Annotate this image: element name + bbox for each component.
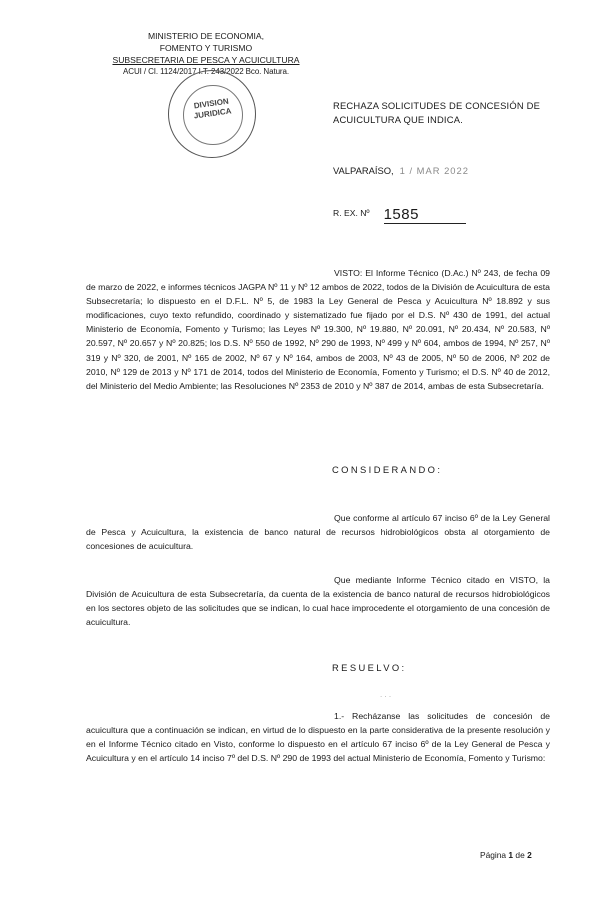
- resuelvo-1-text: 1.- Recházanse las solicitudes de concesión de acuicultura que a continuación se indican, en virtud de lo dispuesto en la parte considerativa de la presente resolución y en el Informe Técnico citado en Visto, conforme lo dispuesto en el artículo 67 inciso 6º de la Ley General de Pesca y Acuicultura y en el artículo 14 inciso 7º del D.S. Nº 290 de 1993 del actual Ministerio de Economía, Fomento y Turismo:: [86, 711, 550, 764]
- resuelvo-heading: RESUELVO:: [332, 662, 407, 673]
- reference-line: ACUI / CI. 1124/2017 I.T. 243/2022 Bco. Natura.: [123, 67, 289, 76]
- page-total: 2: [527, 850, 532, 860]
- resolution-number-line: [333, 203, 466, 221]
- visto-text: VISTO: El Informe Técnico (D.Ac.) Nº 243, de fecha 09 de marzo de 2022, e informes técnicos JAGPA Nº 11 y Nº 12 ambos de 2022, todos de la División de Acuicultura de esta Subsecretaría; lo dispuesto en el D.F.L. Nº 5, de 1983 la Ley General de Pesca y Acuicultura Nº 18.892 y sus modificaciones, cuyo texto refundido, coordinado y sistematizado fue fijado por el D.S. Nº 430 de 1991, del actual Ministerio de Economía, Fomento y Turismo; las Leyes Nº 19.300, Nº 19.880, Nº 20.091, Nº 20.434, Nº 20.583, Nº 20.597, Nº 20.657 y Nº 20.825; los D.S. Nº 550 de 1992, Nº 290 de 1993, Nº 499 y Nº 604, ambos de 1994, Nº 257, Nº 319 y Nº 320, de 2001, Nº 165 de 2002, Nº 67 y Nº 164, ambos de 2003, Nº 43 de 2005, Nº 50 de 2006, Nº 202 de 2010, Nº 129 de 2013 y Nº 171 de 2014, todos del Ministerio de Economía, Fomento y Turismo; el D.S. Nº 40 de 2012, del Ministerio del Medio Ambiente; las Resoluciones Nº 2353 de 2010 y Nº 387 de 2014, ambas de esta Subsecretaría.: [86, 268, 550, 391]
- stamp-line-1: DIVISION: [193, 96, 230, 111]
- page-number: [480, 850, 532, 860]
- subsecretaria-line: SUBSECRETARIA DE PESCA Y ACUICULTURA: [112, 55, 300, 65]
- considerando-heading: CONSIDERANDO:: [332, 464, 443, 475]
- visto-paragraph: [86, 266, 550, 393]
- date-stamp: 1 / MAR 2022: [399, 165, 469, 176]
- ministry-line-1: MINISTERIO DE ECONOMIA,: [147, 31, 265, 41]
- page-prefix: Página: [480, 850, 507, 860]
- page-sep: de: [515, 850, 525, 860]
- division-juridica-stamp: [168, 70, 256, 158]
- resuelvo-dots: . . .: [380, 690, 392, 699]
- resolution-label: R. EX. Nº: [333, 208, 370, 218]
- considerando-1-text: Que conforme al artículo 67 inciso 6º de la Ley General de Pesca y Acuicultura, la existencia de banco natural de recursos hidrobiológicos obsta al otorgamiento de concesiones de acuicultura.: [86, 513, 550, 552]
- city: VALPARAÍSO,: [333, 165, 394, 176]
- page-current: 1: [508, 850, 514, 860]
- resolution-title: RECHAZA SOLICITUDES DE CONCESIÓN DE ACUICULTURA QUE INDICA.: [333, 100, 541, 125]
- place-date: [333, 165, 469, 176]
- considerando-paragraph-2: [86, 573, 550, 629]
- stamp-line-2: JURIDICA: [193, 106, 232, 121]
- considerando-paragraph-1: [86, 511, 550, 553]
- considerando-2-text: Que mediante Informe Técnico citado en VISTO, la División de Acuicultura de esta Subsecretaría, da cuenta de la existencia de banco natural de recursos hidrobiológicos en los sectores objeto de las solicitudes que se indican, lo cual hace improcedente el otorgamiento de una concesión de acuicultura.: [86, 575, 550, 628]
- resolution-number: 1585: [384, 206, 466, 224]
- ministry-line-2: FOMENTO Y TURISMO: [159, 43, 253, 53]
- resuelvo-paragraph-1: [86, 709, 550, 765]
